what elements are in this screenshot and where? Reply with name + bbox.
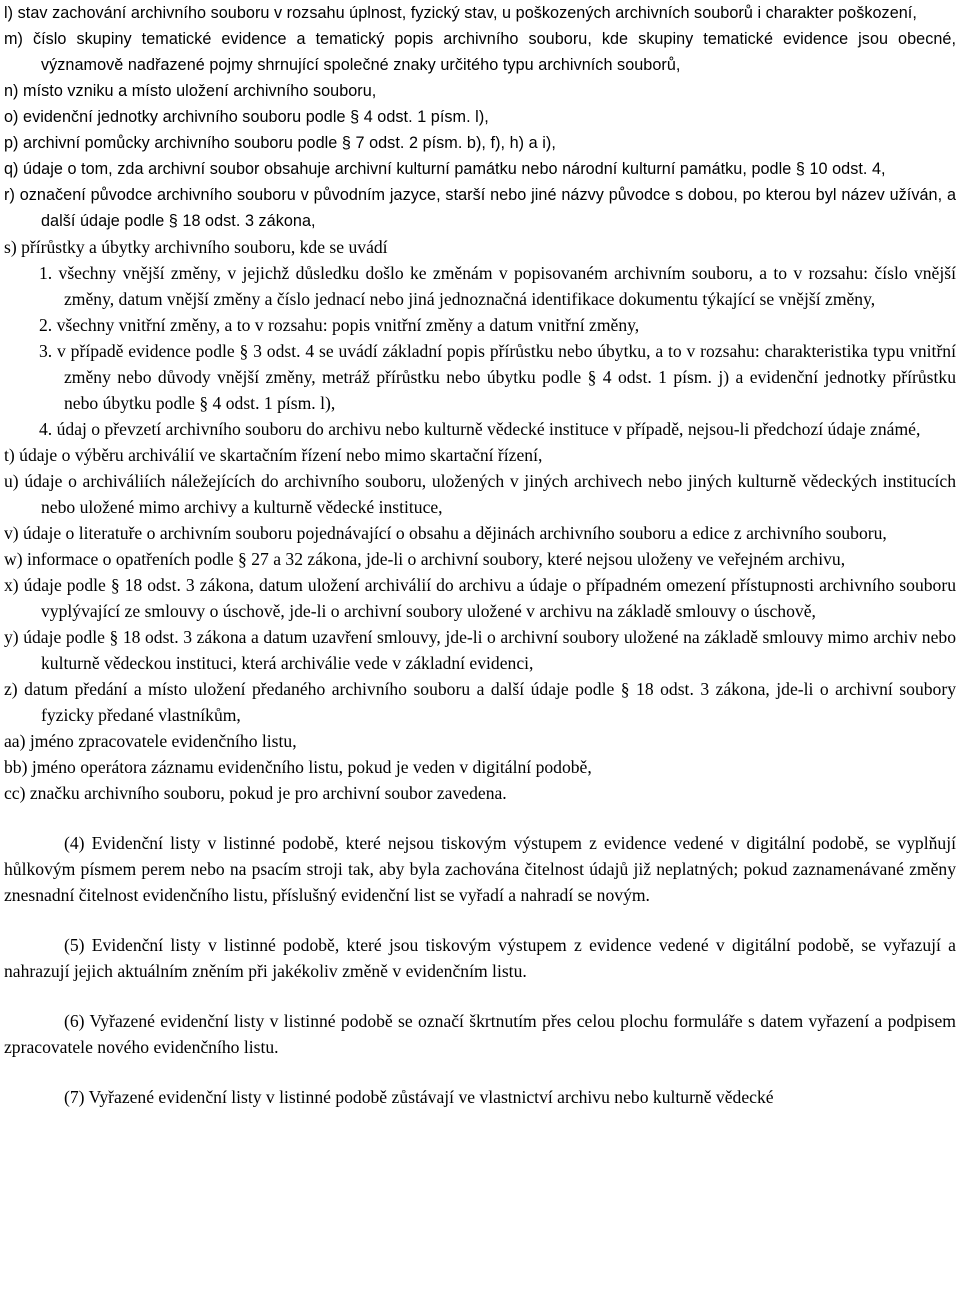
list-item-l: l) stav zachování archivního souboru v rozsahu úplnost, fyzický stav, u poškozených archivních souborů i charakter poškození,: [4, 4, 917, 22]
list-item-v: v) údaje o literatuře o archivním souboru pojednávající o obsahu a dějinách archivního souboru a edice z archivního souboru,: [4, 523, 887, 543]
list-item-u: u) údaje o archiváliích náležejících do archivního souboru, uložených v jiných archivech nebo jiných kulturně vědeckých institucích nebo uložené mimo archivy a kulturně vědecké instituce,: [4, 471, 956, 517]
list-item-s: s) přírůstky a úbytky archivního souboru, kde se uvádí: [4, 237, 388, 257]
list-item-r: r) označení původce archivního souboru v původním jazyce, starší nebo jiné názvy původce s dobou, po kterou byl název užíván, a další údaje podle § 18 odst. 3 zákona,: [4, 186, 956, 230]
list-item-w: w) informace o opatřeních podle § 27 a 32 zákona, jde-li o archivní soubory, které nejsou uloženy ve veřejném archivu,: [4, 549, 846, 569]
list-item-y: y) údaje podle § 18 odst. 3 zákona a datum uzavření smlouvy, jde-li o archivní soubory uložené na základě smlouvy mimo archiv nebo kulturně vědeckou instituci, která archiválie vede v základní evidenci,: [4, 627, 956, 673]
list-items-sans: [4, 0, 956, 234]
list-item-z: z) datum předání a místo uložení předaného archivního souboru a další údaje podle § 18 odst. 3 zákona, jde-li o archivní soubory fyzicky předané vlastníkům,: [4, 679, 956, 725]
paragraph-4: (4) Evidenční listy v listinné podobě, které nejsou tiskovým výstupem z evidence vedené v digitální podobě, se vyplňují hůlkovým písmem perem nebo na psacím stroji tak, aby byla zachována čitelnost údajů již neplatných; pokud zaznamenávané změny znesnadní čitelnost evidenčního listu, příslušný evidenční list se vyřadí a nahradí se novým.: [4, 833, 956, 905]
list-items-serif: [4, 442, 956, 806]
list-item-n: n) místo vzniku a místo uložení archivního souboru,: [4, 82, 377, 100]
sub-item-1: 1. všechny vnější změny, v jejichž důsledku došlo ke změnám v popisovaném archivním souboru, a to v rozsahu: číslo vnější změny, datum vnější změny a číslo jednací nebo jiná jednoznačná identifikace dokumentu týkající se vnější změny,: [39, 263, 956, 309]
sub-item-2: 2. všechny vnitřní změny, a to v rozsahu: popis vnitřní změny a datum vnitřní změny,: [39, 315, 640, 335]
sub-item-4: 4. údaj o převzetí archivního souboru do archivu nebo kulturně vědecké instituce v případě, nejsou-li předchozí údaje známé,: [39, 419, 921, 439]
list-item-bb: bb) jméno operátora záznamu evidenčního listu, pokud je veden v digitální podobě,: [4, 757, 592, 777]
sub-list: [4, 260, 956, 442]
sub-item-3: 3. v případě evidence podle § 3 odst. 4 se uvádí základní popis přírůstku nebo úbytku, a to v rozsahu: charakteristika typu vnitřní změny nebo důvody vnější změny, metráž přírůstku nebo úbytku podle § 4 odst. 1 písm. j) a evidenční jednotky přírůstku nebo úbytku podle § 4 odst. 1 písm. l),: [39, 341, 956, 413]
paragraph-6: (6) Vyřazené evidenční listy v listinné podobě se označí škrtnutím přes celou plochu formuláře s datem vyřazení a podpisem zpracovatele nového evidenčního listu.: [4, 1011, 956, 1057]
list-item-o: o) evidenční jednotky archivního souboru podle § 4 odst. 1 písm. l),: [4, 108, 489, 126]
paragraph-7: (7) Vyřazené evidenční listy v listinné podobě zůstávají ve vlastnictví archivu nebo kulturně vědecké: [64, 1087, 774, 1107]
list-item-m: m) číslo skupiny tematické evidence a tematický popis archivního souboru, kde skupiny tematické evidence jsou obecné, významově nadřazené pojmy shrnující společné znaky určitého typu archivních souborů,: [4, 30, 956, 74]
list-item-x: x) údaje podle § 18 odst. 3 zákona, datum uložení archiválií do archivu a údaje o případném omezení přístupnosti archivního souboru vyplývající ze smlouvy o úschově, jde-li o archivní soubory uložené v archivu na základě smlouvy o úschově,: [4, 575, 956, 621]
list-item-cc: cc) značku archivního souboru, pokud je pro archivní soubor zavedena.: [4, 783, 507, 803]
list-item-q: q) údaje o tom, zda archivní soubor obsahuje archivní kulturní památku nebo národní kulturní památku, podle § 10 odst. 4,: [4, 160, 886, 178]
paragraph-5: (5) Evidenční listy v listinné podobě, které jsou tiskovým výstupem z evidence vedené v digitální podobě, se vyřazují a nahrazují jejich aktuálním zněním při jakékoliv změně v evidenčním listu.: [4, 935, 956, 981]
list-item-t: t) údaje o výběru archiválií ve skartačním řízení nebo mimo skartační řízení,: [4, 445, 543, 465]
list-item-aa: aa) jméno zpracovatele evidenčního listu,: [4, 731, 297, 751]
list-item-p: p) archivní pomůcky archivního souboru podle § 7 odst. 2 písm. b), f), h) a i),: [4, 134, 556, 152]
